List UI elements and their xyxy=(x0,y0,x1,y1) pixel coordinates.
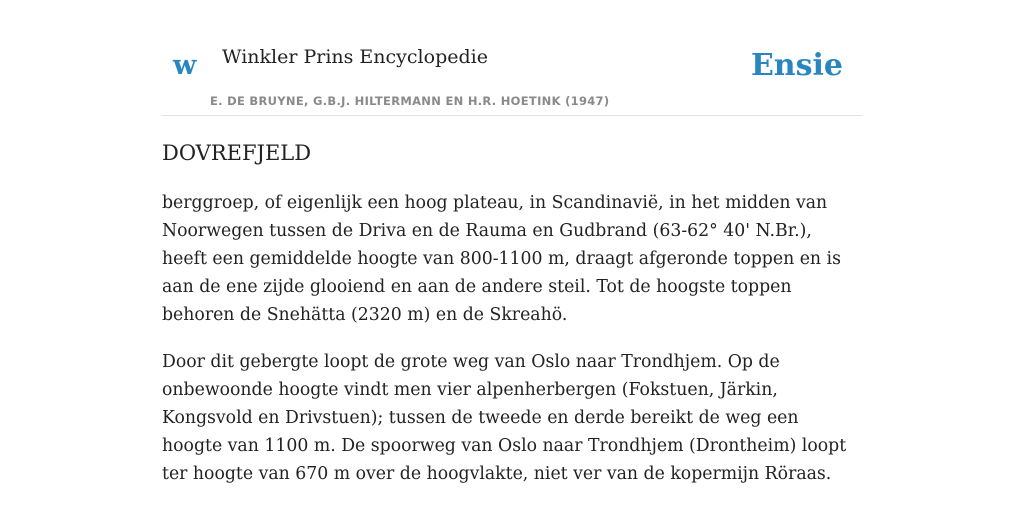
article-paragraph: berggroep, of eigenlijk een hoog plateau, in Scandinavië, in het midden van Noorwegen tussen de Driva en de Rauma en Gudbrand (63-62° 40' N.Br.), heeft een gemiddelde hoogte van 800-1100 m, draagt afgeronde toppen en is aan de ene zijde glooiend en aan de andere steil. Tot de hoogste toppen behoren de Snehätta (2320 m) en de Skreahö. xyxy=(162,193,841,326)
winkler-prins-logo[interactable]: w xyxy=(173,50,197,81)
ensie-logo[interactable]: Ensie xyxy=(750,48,843,83)
source-header xyxy=(162,30,862,116)
source-title-link[interactable]: Winkler Prins Encyclopedie xyxy=(222,46,488,68)
article-headword: DOVREFJELD xyxy=(162,141,312,165)
article xyxy=(162,139,862,507)
article-paragraph: Door dit gebergte loopt de grote weg van Oslo naar Trondhjem. Op de onbewoonde hoogte vindt men vier alpenherbergen (Fokstuen, Järkin, Kongsvold en Drivstuen); tussen de tweede en derde bereikt de weg een hoogte van 1100 m. De spoorweg van Oslo naar Trondhjem (Drontheim) loopt ter hoogte van 670 m over de hoogvlakte, niet ver van de kopermijn Röraas. xyxy=(162,352,847,485)
source-authors: E. DE BRUYNE, G.B.J. HILTERMANN EN H.R. HOETINK (1947) xyxy=(210,94,610,108)
